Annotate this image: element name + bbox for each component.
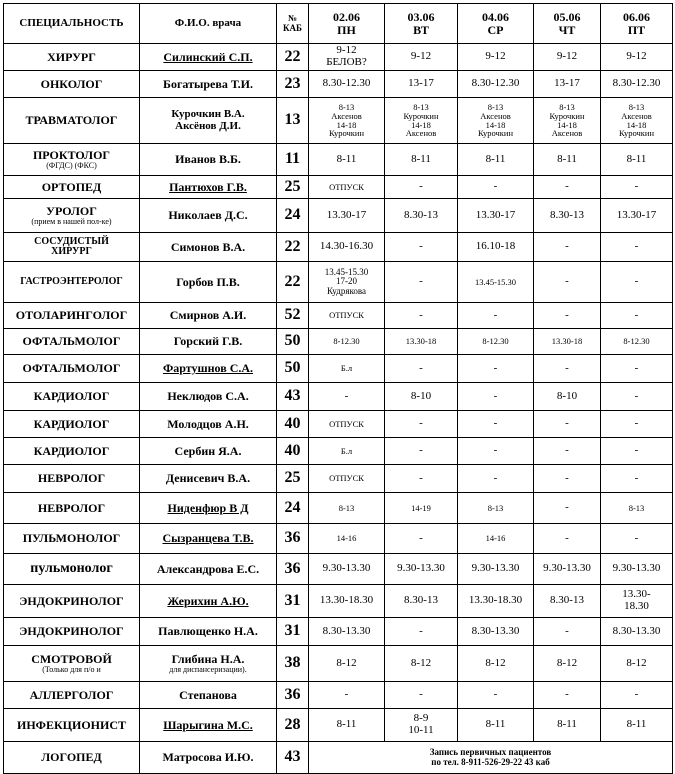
doctor-name: Горбов П.В.: [176, 274, 240, 289]
table-row: [4, 411, 673, 438]
header-doctor: Ф.И.О. врача: [140, 4, 277, 44]
table-row: [4, 554, 673, 585]
schedule-cell: 13-17: [385, 71, 458, 98]
table-row: [4, 233, 673, 262]
schedule-cell: -: [534, 524, 601, 554]
doctor-name: Сызранцева Т.В.: [162, 531, 254, 546]
schedule-cell: 8-9 10-11: [385, 709, 458, 742]
doctor-cell: [140, 383, 277, 411]
specialty-label: ОФТАЛЬМОЛОГ: [22, 361, 121, 376]
schedule-cell: -: [458, 438, 534, 465]
doctor-cell: [140, 493, 277, 524]
schedule-body: [4, 44, 673, 774]
doctor-name: Николаев Д.С.: [168, 208, 248, 223]
specialty-cell: [4, 524, 140, 554]
header-specialty: СПЕЦИАЛЬНОСТЬ: [4, 4, 140, 44]
table-row: [4, 303, 673, 329]
schedule-cell: -: [534, 303, 601, 329]
schedule-cell: 8-13 Курочкин 14-18 Аксенов: [534, 98, 601, 144]
doctor-name: Курочкин В.А. Аксёнов Д.И.: [171, 107, 245, 132]
specialty-label: ПУЛЬМОНОЛОГ: [22, 531, 121, 546]
schedule-cell: 8.30-13.30: [458, 618, 534, 646]
schedule-cell: -: [385, 618, 458, 646]
doctor-name: Павлющенко Н.А.: [158, 624, 258, 639]
table-row: [4, 618, 673, 646]
specialty-label: УРОЛОГ: [46, 204, 97, 218]
specialty-note: (Только для п/о и: [42, 664, 101, 674]
schedule-cell: 8-12.30: [309, 329, 385, 355]
cabinet-number: 13: [277, 98, 309, 144]
schedule-cell: 9-12: [601, 44, 673, 71]
specialty-cell: [4, 618, 140, 646]
schedule-cell: 8-12.30: [458, 329, 534, 355]
header-day-3: 04.06 СР: [458, 4, 534, 44]
specialty-cell: [4, 199, 140, 233]
schedule-cell: -: [601, 262, 673, 303]
doctor-name: Фартушнов С.А.: [162, 361, 254, 376]
schedule-cell: 8-13: [458, 493, 534, 524]
schedule-cell: -: [534, 493, 601, 524]
schedule-cell: -: [458, 303, 534, 329]
doctor-cell: [140, 176, 277, 199]
specialty-cell: [4, 682, 140, 709]
doctor-cell: [140, 465, 277, 493]
schedule-cell: 9.30-13.30: [601, 554, 673, 585]
schedule-cell: 16.10-18: [458, 233, 534, 262]
specialty-label: ИНФЕКЦИОНИСТ: [16, 717, 127, 732]
schedule-cell: 8.30-13.30: [309, 618, 385, 646]
schedule-cell: 9-12: [385, 44, 458, 71]
doctor-name: Силинский С.П.: [163, 49, 253, 64]
cabinet-number: 40: [277, 438, 309, 465]
schedule-cell: 8-13 Аксенов 14-18 Курочкин: [309, 98, 385, 144]
schedule-cell: 9-12: [534, 44, 601, 71]
specialty-cell: [4, 646, 140, 682]
schedule-cell: 8-11: [601, 709, 673, 742]
doctor-name: Молодцов А.Н.: [167, 416, 249, 431]
doctor-name: Пантюхов Г.В.: [169, 179, 247, 194]
specialty-cell: [4, 465, 140, 493]
header-day-4: 05.06 ЧТ: [534, 4, 601, 44]
cabinet-number: 22: [277, 262, 309, 303]
cabinet-number: 36: [277, 554, 309, 585]
schedule-cell: 8.30-13: [534, 199, 601, 233]
schedule-cell: -: [385, 524, 458, 554]
specialty-cell: [4, 411, 140, 438]
table-row: [4, 646, 673, 682]
schedule-cell: 13.30-18: [534, 329, 601, 355]
cabinet-number: 11: [277, 144, 309, 176]
schedule-cell: 8-12.30: [601, 329, 673, 355]
schedule-cell: -: [458, 465, 534, 493]
doctor-name: Иванов В.Б.: [175, 152, 241, 167]
specialty-note: (прием в нашей пол-ке): [31, 216, 112, 226]
schedule-cell: 9-12 БЕЛОВ?: [309, 44, 385, 71]
specialty-label: СОСУДИСТЫЙ ХИРУРГ: [34, 235, 109, 257]
schedule-cell: -: [534, 465, 601, 493]
schedule-cell: 13.45-15.30 17-20 Кудрякова: [309, 262, 385, 303]
schedule-cell: ОТПУСК: [309, 465, 385, 493]
table-row: [4, 383, 673, 411]
schedule-cell: -: [309, 383, 385, 411]
specialty-cell: [4, 742, 140, 774]
schedule-cell: -: [601, 176, 673, 199]
cabinet-number: 43: [277, 383, 309, 411]
schedule-cell: Б.л: [309, 355, 385, 383]
schedule-cell: 8-11: [458, 709, 534, 742]
schedule-table: [3, 3, 673, 774]
table-row: [4, 682, 673, 709]
schedule-cell: 8.30-12.30: [458, 71, 534, 98]
specialty-note: (ФГДС) (ФКС): [46, 160, 97, 170]
table-row: [4, 742, 673, 774]
doctor-cell: [140, 742, 277, 774]
schedule-cell: -: [385, 233, 458, 262]
specialty-cell: [4, 709, 140, 742]
schedule-cell: 8-12: [309, 646, 385, 682]
schedule-cell: -: [601, 682, 673, 709]
schedule-cell: 8-11: [458, 144, 534, 176]
schedule-cell: 8-13 Курочкин 14-18 Аксенов: [385, 98, 458, 144]
header-day-2: 03.06 ВТ: [385, 4, 458, 44]
table-row: [4, 585, 673, 618]
schedule-cell: 13.45-15.30: [458, 262, 534, 303]
schedule-cell: 13.30-18: [385, 329, 458, 355]
specialty-label: ОФТАЛЬМОЛОГ: [22, 334, 121, 349]
registration-note: [309, 742, 673, 774]
specialty-cell: [4, 383, 140, 411]
cabinet-number: 38: [277, 646, 309, 682]
schedule-cell: 8-11: [534, 144, 601, 176]
specialty-label: ЛОГОПЕД: [41, 750, 102, 765]
specialty-cell: [4, 355, 140, 383]
schedule-cell: -: [534, 233, 601, 262]
table-row: [4, 199, 673, 233]
schedule-cell: -: [601, 465, 673, 493]
specialty-label: ОТОЛАРИНГОЛОГ: [15, 308, 128, 323]
schedule-cell: 8-11: [309, 709, 385, 742]
doctor-cell: [140, 44, 277, 71]
specialty-label: НЕВРОЛОГ: [37, 500, 106, 515]
schedule-cell: -: [534, 618, 601, 646]
specialty-label: СМОТРОВОЙ: [31, 652, 112, 666]
schedule-cell: 8-13: [601, 493, 673, 524]
cabinet-number: 31: [277, 618, 309, 646]
doctor-name: Матросова И.Ю.: [162, 750, 254, 765]
specialty-cell: [4, 585, 140, 618]
specialty-cell: [4, 44, 140, 71]
specialty-cell: [4, 176, 140, 199]
doctor-cell: [140, 682, 277, 709]
doctor-name: Жерихин А.Ю.: [167, 593, 249, 608]
table-row: [4, 493, 673, 524]
specialty-cell: [4, 233, 140, 262]
table-row: [4, 709, 673, 742]
specialty-label: ОНКОЛОГ: [40, 76, 103, 91]
cabinet-number: 31: [277, 585, 309, 618]
schedule-cell: -: [534, 176, 601, 199]
schedule-cell: 8.30-13: [534, 585, 601, 618]
doctor-cell: [140, 233, 277, 262]
schedule-cell: 8-11: [309, 144, 385, 176]
schedule-cell: -: [601, 524, 673, 554]
table-row: [4, 465, 673, 493]
header-cab: [277, 4, 309, 44]
doctor-name: Сербин Я.А.: [174, 443, 242, 458]
doctor-name: Александрова Е.С.: [156, 561, 260, 576]
schedule-cell: 13.30-18.30: [309, 585, 385, 618]
schedule-cell: 8-13: [309, 493, 385, 524]
doctor-cell: [140, 709, 277, 742]
specialty-cell: [4, 554, 140, 585]
cabinet-number: 25: [277, 465, 309, 493]
schedule-cell: 9.30-13.30: [385, 554, 458, 585]
specialty-label: пульмонолог: [30, 560, 113, 576]
schedule-cell: -: [385, 303, 458, 329]
schedule-cell: -: [385, 355, 458, 383]
schedule-cell: -: [601, 233, 673, 262]
cabinet-number: 36: [277, 682, 309, 709]
schedule-cell: 14-16: [458, 524, 534, 554]
doctor-cell: [140, 554, 277, 585]
schedule-cell: 8.30-13: [385, 585, 458, 618]
doctor-name: Шарыгина М.С.: [163, 717, 253, 732]
doctor-cell: [140, 303, 277, 329]
schedule-cell: -: [385, 411, 458, 438]
cabinet-number: 25: [277, 176, 309, 199]
schedule-cell: -: [601, 303, 673, 329]
table-row: [4, 144, 673, 176]
table-row: [4, 355, 673, 383]
doctor-name: Денисевич В.А.: [165, 471, 251, 486]
doctor-cell: [140, 355, 277, 383]
schedule-cell: ОТПУСК: [309, 176, 385, 199]
doctor-cell: [140, 98, 277, 144]
schedule-cell: -: [534, 262, 601, 303]
cabinet-number: 50: [277, 329, 309, 355]
doctor-name: Ниденфюр В Д: [167, 500, 249, 515]
specialty-cell: [4, 98, 140, 144]
header-cab-label: КАБ: [283, 22, 302, 33]
doctor-cell: [140, 646, 277, 682]
schedule-cell: 8.30-13: [385, 199, 458, 233]
schedule-cell: -: [458, 383, 534, 411]
specialty-cell: [4, 144, 140, 176]
cabinet-number: 24: [277, 199, 309, 233]
doctor-name: Горский Г.В.: [173, 334, 243, 349]
header-day-5: 06.06 ПТ: [601, 4, 673, 44]
schedule-cell: 9-12: [458, 44, 534, 71]
doctor-cell: [140, 199, 277, 233]
schedule-cell: -: [601, 411, 673, 438]
schedule-cell: -: [385, 176, 458, 199]
schedule-cell: -: [534, 411, 601, 438]
specialty-cell: [4, 329, 140, 355]
cabinet-number: 52: [277, 303, 309, 329]
specialty-label: ХИРУРГ: [47, 49, 96, 64]
doctor-name: Симонов В.А.: [170, 239, 246, 254]
doctor-name: Неклюдов С.А.: [167, 389, 249, 404]
schedule-cell: 8-11: [385, 144, 458, 176]
schedule-cell: 8-11: [534, 709, 601, 742]
schedule-cell: -: [385, 262, 458, 303]
schedule-cell: -: [601, 355, 673, 383]
schedule-cell: 8-13 Аксенов 14-18 Курочкин: [601, 98, 673, 144]
schedule-cell: ОТПУСК: [309, 411, 385, 438]
table-row: [4, 44, 673, 71]
schedule-cell: -: [385, 465, 458, 493]
table-row: [4, 524, 673, 554]
schedule-cell: 8.30-12.30: [309, 71, 385, 98]
specialty-label: ТРАВМАТОЛОГ: [25, 113, 118, 128]
schedule-cell: 8-12: [534, 646, 601, 682]
schedule-cell: -: [601, 383, 673, 411]
table-row: [4, 98, 673, 144]
cabinet-number: 43: [277, 742, 309, 774]
schedule-cell: 9.30-13.30: [534, 554, 601, 585]
specialty-cell: [4, 303, 140, 329]
cabinet-number: 36: [277, 524, 309, 554]
schedule-cell: -: [385, 438, 458, 465]
schedule-cell: 8.30-13.30: [601, 618, 673, 646]
schedule-cell: -: [458, 355, 534, 383]
doctor-cell: [140, 71, 277, 98]
header-day-1: 02.06 ПН: [309, 4, 385, 44]
header-row: [4, 4, 673, 44]
schedule-cell: ОТПУСК: [309, 303, 385, 329]
specialty-cell: [4, 262, 140, 303]
schedule-cell: 13.30-18.30: [458, 585, 534, 618]
schedule-cell: -: [534, 438, 601, 465]
header-cab-no: №: [287, 13, 298, 24]
table-row: [4, 262, 673, 303]
cabinet-number: 24: [277, 493, 309, 524]
specialty-cell: [4, 438, 140, 465]
specialty-label: КАРДИОЛОГ: [33, 416, 110, 431]
schedule-cell: 13.30-17: [309, 199, 385, 233]
cabinet-number: 50: [277, 355, 309, 383]
schedule-cell: -: [601, 438, 673, 465]
schedule-cell: 14.30-16.30: [309, 233, 385, 262]
specialty-label: АЛЛЕРГОЛОГ: [29, 687, 114, 702]
schedule-cell: 14-19: [385, 493, 458, 524]
schedule-cell: 8-12: [601, 646, 673, 682]
schedule-cell: 8-12: [385, 646, 458, 682]
doctor-cell: [140, 585, 277, 618]
doctor-cell: [140, 329, 277, 355]
cabinet-number: 22: [277, 233, 309, 262]
schedule-cell: 8-10: [534, 383, 601, 411]
cabinet-number: 22: [277, 44, 309, 71]
schedule-cell: 8-12: [458, 646, 534, 682]
registration-note-line1: Запись первичных пациентов: [429, 747, 552, 758]
schedule-cell: -: [309, 682, 385, 709]
cabinet-number: 28: [277, 709, 309, 742]
schedule-cell: 8-13 Аксенов 14-18 Курочкин: [458, 98, 534, 144]
specialty-label: НЕВРОЛОГ: [37, 471, 106, 486]
table-row: [4, 176, 673, 199]
specialty-label: КАРДИОЛОГ: [33, 443, 110, 458]
schedule-cell: 13.30-17: [458, 199, 534, 233]
schedule-cell: 8.30-12.30: [601, 71, 673, 98]
specialty-label: ГАСТРОЭНТЕРОЛОГ: [20, 275, 123, 287]
schedule-cell: 14-16: [309, 524, 385, 554]
schedule-cell: 13.30-17: [601, 199, 673, 233]
schedule-cell: -: [458, 411, 534, 438]
table-row: [4, 438, 673, 465]
specialty-cell: [4, 71, 140, 98]
doctor-name: Глибина Н.А.: [171, 652, 245, 666]
specialty-label: ПРОКТОЛОГ: [32, 148, 111, 162]
schedule-cell: -: [458, 682, 534, 709]
specialty-cell: [4, 493, 140, 524]
schedule-cell: -: [534, 682, 601, 709]
doctor-cell: [140, 438, 277, 465]
schedule-cell: Б.л: [309, 438, 385, 465]
specialty-label: ОРТОПЕД: [41, 179, 102, 194]
table-row: [4, 71, 673, 98]
cabinet-number: 23: [277, 71, 309, 98]
doctor-cell: [140, 411, 277, 438]
schedule-cell: 13-17: [534, 71, 601, 98]
specialty-label: ЭНДОКРИНОЛОГ: [19, 624, 124, 639]
doctor-name: Смирнов А.И.: [169, 308, 247, 323]
cabinet-number: 40: [277, 411, 309, 438]
doctor-cell: [140, 524, 277, 554]
schedule-cell: -: [534, 355, 601, 383]
schedule-cell: -: [385, 682, 458, 709]
schedule-cell: 8-10: [385, 383, 458, 411]
schedule-cell: 9.30-13.30: [309, 554, 385, 585]
registration-note-line2: по тел. 8-911-526-29-22 43 каб: [431, 756, 550, 767]
doctor-cell: [140, 618, 277, 646]
schedule-cell: 8-11: [601, 144, 673, 176]
doctor-cell: [140, 262, 277, 303]
schedule-cell: 9.30-13.30: [458, 554, 534, 585]
doctor-cell: [140, 144, 277, 176]
doctor-name: Степанова: [179, 687, 237, 702]
doctor-note: для диспансеризации).: [169, 664, 247, 674]
specialty-label: ЭНДОКРИНОЛОГ: [19, 593, 124, 608]
table-row: [4, 329, 673, 355]
schedule-cell: -: [458, 176, 534, 199]
specialty-label: КАРДИОЛОГ: [33, 389, 110, 404]
schedule-cell: 13.30- 18.30: [601, 585, 673, 618]
doctor-name: Богатырева Т.И.: [163, 76, 253, 91]
